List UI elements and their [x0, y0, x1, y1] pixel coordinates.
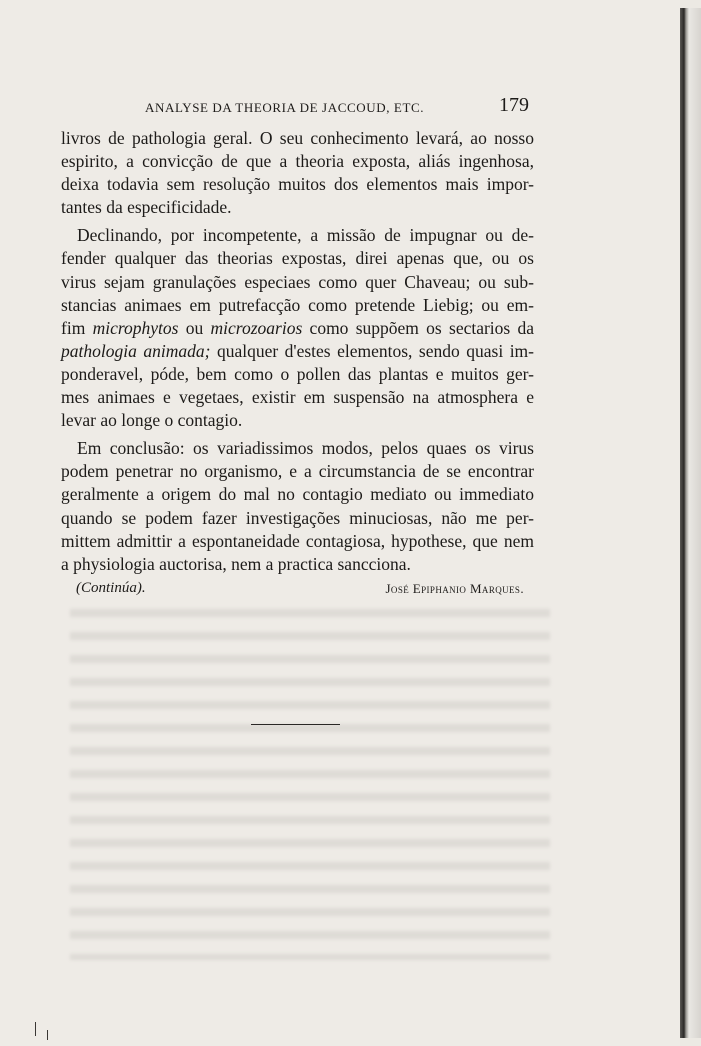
- running-title: ANALYSE DA THEORIA DE JACCOUD, ETC.: [145, 100, 425, 115]
- text-line: podem penetrar no organismo, e a circumstancia de se encontrar: [61, 461, 534, 482]
- stray-mark: [47, 1030, 48, 1040]
- text-line: mes animaes e vegetaes, existir em suspensão na atmosphera e: [61, 387, 534, 408]
- signature-row: [76, 580, 526, 602]
- text-line: a physiologia auctorisa, nem a practica sancciona.: [61, 553, 411, 574]
- italic-term: microzoarios: [210, 317, 303, 338]
- text-line: geralmente a origem do mal no contagio mediato ou immediato: [61, 484, 534, 505]
- text-line: deixa todavia sem resolução muitos dos elementos mais impor-: [61, 174, 534, 195]
- text-run: como suppõem os sectarios da: [309, 317, 535, 338]
- text-line: stancias animaes em putrefacção como pretende Liebig; ou em-: [61, 294, 534, 315]
- text-line-mixed: [61, 340, 534, 363]
- paragraph-3: [61, 437, 534, 576]
- text-run: qualquer d'estes elementos, sendo quasi im-: [216, 340, 534, 361]
- text-line: ponderavel, póde, bem como o pollen das plantas e muitos ger-: [61, 363, 534, 384]
- page-header: [145, 94, 535, 118]
- author-name: José Epiphanio Marques.: [385, 581, 524, 596]
- text-line: livros de pathologia geral. O seu conhecimento levará, ao nosso: [61, 128, 534, 148]
- text-run: fim: [61, 317, 86, 338]
- text-line: levar ao longe o contagio.: [61, 410, 243, 431]
- text-line: Declinando, por incompetente, a missão de impugnar ou de-: [77, 225, 534, 246]
- body-text: [61, 127, 534, 581]
- paragraph-2: [61, 224, 534, 432]
- text-line: quando se podem fazer investigações minuciosas, não me per-: [61, 507, 534, 528]
- section-divider: [251, 724, 340, 725]
- show-through-text: [70, 600, 550, 960]
- italic-term: microphytos: [92, 317, 179, 338]
- text-line: tantes da especificidade.: [61, 197, 232, 218]
- text-run: ou: [185, 317, 204, 338]
- text-line: virus sejam granulações especiaes como quer Chaveau; ou sub-: [61, 271, 534, 292]
- page-number: 179: [499, 94, 529, 116]
- italic-term: pathologia animada;: [61, 340, 211, 361]
- page-edge-shadow: [680, 8, 701, 1038]
- text-line: fender qualquer das theorias expostas, direi apenas que, ou os: [61, 248, 534, 269]
- paragraph-1: [61, 127, 534, 219]
- text-line: Em conclusão: os variadissimos modos, pelos quaes os virus: [77, 438, 534, 459]
- text-line-mixed: [61, 317, 534, 340]
- text-line: espirito, a convicção de que a theoria exposta, aliás ingenhosa,: [61, 151, 534, 172]
- text-line: mittem admittir a espontaneidade contagiosa, hypothese, que nem: [61, 530, 534, 551]
- stray-mark: [35, 1022, 36, 1036]
- continued-note: (Continúa).: [76, 580, 146, 596]
